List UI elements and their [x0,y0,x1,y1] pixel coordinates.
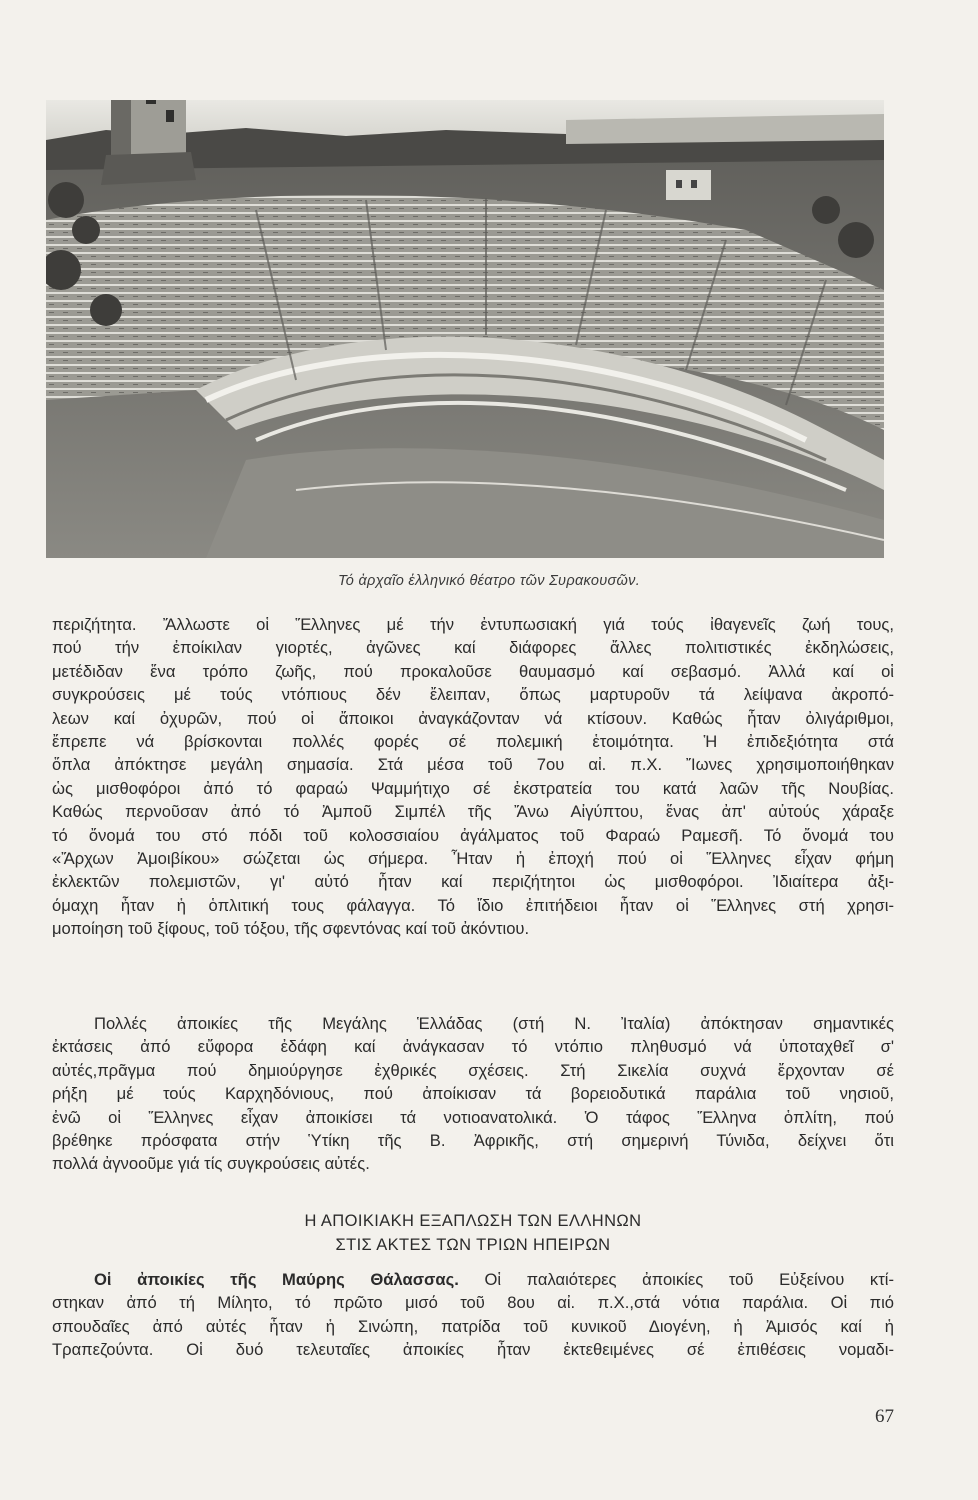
text-line: αὐτές,πρᾶγμα πού δημιούργησε ἐχθρικές σχέσεις. Στή Σικελία συχνά ἔρχονταν σέ [52,1060,894,1080]
text-line: ἔπρεπε νά βρίσκονται πολλές φορές σέ πολεμική ἑτοιμότητα. Ἡ ἐπιδεξιότητα στά [52,732,894,752]
page-number: 67 [875,1406,894,1427]
text-line: συγκρούσεις μέ τούς ντόπιους δέν ἔλειπαν, ὅπως μαρτυροῦν τά λείψανα ἀκροπό- [52,685,894,705]
text-line: «Ἄρχων Ἀμοιβίκου» σώζεται ὡς σήμερα. Ἦταν ἡ ἐποχή πού οἱ Ἕλληνες εἶχαν φήμη [52,849,894,869]
text-line: πού τήν ἐποίκιλαν γιορτές, ἀγῶνες καί διάφορες ἄλλες πολιτιστικές ἐκδηλώσεις, [52,638,894,658]
text-line: ἐκλεκτῶν πολεμιστῶν, γι' αὐτό ἦταν καί περιζήτητοι ὡς μισθοφόροι. Ἰδιαίτερα ἀξι- [52,872,894,892]
text-line: σπουδαῖες ἀπό αὐτές ἦταν ἡ Σινώπη, πατρίδα τοῦ κυνικοῦ Διογένη, ἡ Ἀμισός καί ἡ [52,1316,894,1336]
body-paragraph-1 [52,613,894,941]
text-line: πολλά ἀγνοοῦμε γιά τίς συγκρούσεις αὐτές. [52,1154,370,1174]
theatre-photograph [46,100,884,558]
theatre-photo-illustration [46,100,884,558]
text-line: ὅπλα ἀπόκτησε μεγάλη σημασία. Στά μέσα τοῦ 7ου αἰ. π.Χ. Ἴωνες χρησιμοποιήθηκαν [52,755,894,775]
subsection-title: Οἱ ἀποικίες τῆς Μαύρης Θάλασσας. [94,1270,459,1289]
text-line: ρήξη μέ τούς Καρχηδόνιους, πού ἀποίκισαν τά βορειοδυτικά παράλια τοῦ νησιοῦ, [52,1084,894,1104]
text-line: ἐνῶ οἱ Ἕλληνες εἶχαν ἀποικίσει τά νοτιοανατολικά. Ὁ τάφος Ἕλληνα ὁπλίτη, πού [52,1107,894,1127]
text-line: περιζήτητα. Ἄλλωστε οἱ Ἕλληνες μέ τήν ἐντυπωσιακή γιά τούς ἰθαγενεῖς ζωή τους, [52,615,894,634]
section-heading [52,1209,894,1257]
text-line: Πολλές ἀποικίες τῆς Μεγάλης Ἑλλάδας (στή Ν. Ἰταλία) ἀπόκτησαν σημαντικές [94,1014,894,1033]
text-line: Τραπεζούντα. Οἱ δυό τελευταῖες ἀποικίες ἦταν ἐκτεθειμένες σέ ἐπιθέσεις νομαδι- [52,1340,894,1360]
text-line: στηκαν ἀπό τή Μίλητο, τό πρῶτο μισό τοῦ 8ου αἰ. π.Χ.,στά νότια παράλια. Οἱ πιό [52,1293,894,1313]
body-paragraph-2 [52,1012,894,1176]
text-line: βρέθηκε πρόσφατα στήν Ὑτίκη τῆς Β. Ἀφρικῆς, στή σημερινή Τύνιδα, δείχνει ὅτι [52,1131,894,1151]
text-line [52,1268,894,1291]
figure-caption: Τό ἀρχαῖο ἑλληνικό θέατρο τῶν Συρακουσῶν. [337,573,641,589]
text-line-rest: Οἱ παλαιότερες ἀποικίες τοῦ Εὐξείνου κτί- [458,1270,894,1289]
text-line: λεων καί ὀχυρῶν, πού οἱ ἄποικοι ἀναγκάζονταν νά κτίσουν. Καθώς ἦταν ὀλιγάριθμοι, [52,708,894,728]
text-line: μετέδιδαν ἕνα τρόπο ζωῆς, πού προκαλοῦσε θαυμασμό καί σεβασμό. Ἀλλά καί οἱ [52,661,894,681]
section-paragraph [52,1268,894,1362]
text-line: ἐκτάσεις ἀπό εὔφορα ἐδάφη καί ἀνάγκασαν τό ντόπιο πληθυσμό νά ὑποταχθεῖ σ' [52,1037,894,1057]
text-line: Καθώς περνοῦσαν ἀπό τό Ἀμποῦ Σιμπέλ τῆς Ἄνω Αἰγύπτου, ἕνας ἀπ' αὐτούς χάραξε [52,802,894,822]
text-line: τό ὄνομά του στό πόδι τοῦ κολοσσιαίου ἀγάλματος τοῦ Φαραώ Ραμεσῆ. Τό ὄνομά του [52,825,894,845]
text-line: ὡς μισθοφόροι ἀπό τό φαραώ Ψαμμήτιχο σέ ἐκστρατεία του κατά λαῶν τῆς Νουβίας. [52,778,894,798]
text-line: όμαχη ἦταν ἡ ὁπλιτική τους φάλαγγα. Τό ἴδιο ἐπιτήδειοι ἦταν οἱ Ἕλληνες στή χρησι- [52,895,894,915]
text-line: μοποίηση τοῦ ξίφους, τοῦ τόξου, τῆς σφεντόνας καί τοῦ ἀκόντιου. [52,919,530,939]
section-heading-line-2: ΣΤΙΣ ΑΚΤΕΣ ΤΩΝ ΤΡΙΩΝ ΗΠΕΙΡΩΝ [335,1236,611,1254]
section-heading-line-1: Η ΑΠΟΙΚΙΑΚΗ ΕΞΑΠΛΩΣΗ ΤΩΝ ΕΛΛΗΝΩΝ [304,1212,642,1230]
